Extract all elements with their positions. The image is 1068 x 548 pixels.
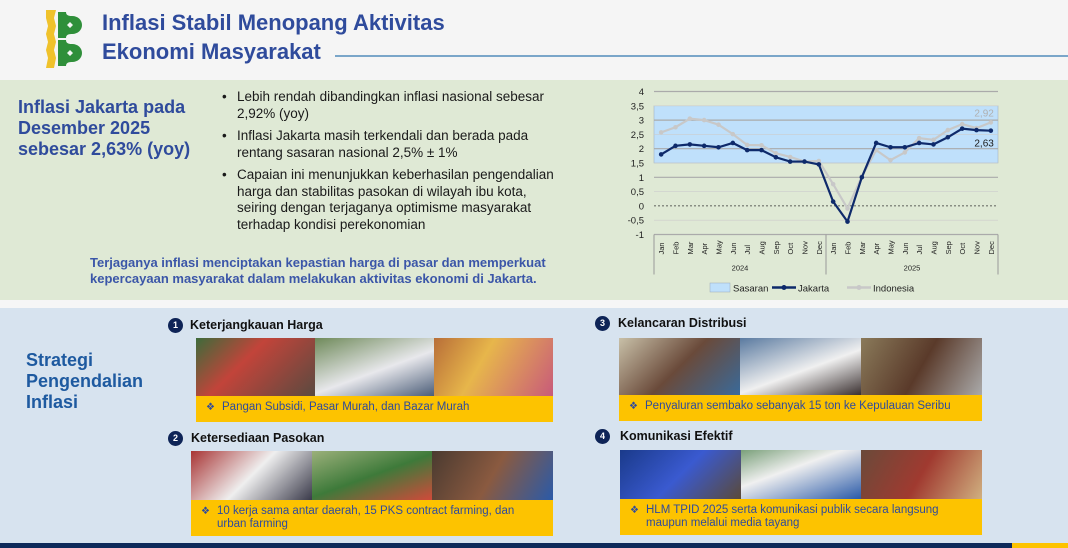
diamond-bullet-icon: ❖ <box>630 505 639 516</box>
title-line-2: Ekonomi Masyarakat <box>102 39 321 64</box>
year-label: 2025 <box>903 263 921 273</box>
x-tick-label: Oct <box>786 242 796 255</box>
x-tick-label: Apr <box>700 242 710 255</box>
y-tick-label: 4 <box>638 87 644 98</box>
data-point-indonesia <box>946 128 951 133</box>
data-point-indonesia <box>788 155 793 160</box>
data-point-indonesia <box>745 143 750 148</box>
x-tick-label: Jan <box>829 242 839 255</box>
data-point-jakarta <box>817 162 822 167</box>
data-point-indonesia <box>903 150 908 155</box>
bullet-item: • Inflasi Jakarta masih terkendali dan berada pada rentang sasaran nasional 2,5% ± 1% <box>222 128 562 161</box>
x-tick-label: May <box>886 240 896 255</box>
x-tick-label: Nov <box>800 241 810 255</box>
data-point-jakarta <box>960 126 965 131</box>
x-tick-label: Apr <box>872 242 882 255</box>
summary-bullets <box>222 89 562 239</box>
photo <box>432 451 553 500</box>
caption-text: Pangan Subsidi, Pasar Murah, dan Bazar Murah <box>222 401 470 413</box>
data-point-jakarta <box>673 144 678 149</box>
data-point-jakarta <box>917 141 922 146</box>
diamond-bullet-icon: ❖ <box>206 402 215 413</box>
data-point-indonesia <box>731 132 736 137</box>
step-number: 2 <box>168 431 183 446</box>
data-point-jakarta <box>845 219 850 224</box>
photo <box>740 338 861 395</box>
x-tick-label: Jun <box>728 242 738 255</box>
data-point-jakarta <box>831 199 836 204</box>
photo <box>861 450 982 499</box>
y-tick-label: 0 <box>638 201 644 213</box>
data-point-indonesia <box>960 122 965 127</box>
x-tick-label: Mar <box>857 241 867 255</box>
x-tick-label: Oct <box>958 242 968 255</box>
legend-swatch-sasaran <box>710 283 730 292</box>
y-tick-label: 3 <box>638 115 644 127</box>
legend-label: Sasaran <box>733 283 769 295</box>
photo-strip <box>619 338 982 395</box>
data-point-jakarta <box>688 142 693 147</box>
strategy-title <box>26 350 156 413</box>
y-tick-label: -0,5 <box>627 215 644 227</box>
y-tick-label: 2 <box>638 144 644 156</box>
data-point-indonesia <box>759 143 764 148</box>
x-tick-label: Feb <box>843 241 853 255</box>
data-point-indonesia <box>888 158 893 163</box>
x-tick-label: Sep <box>771 241 781 255</box>
caption-box <box>191 500 553 536</box>
strategy-item-title: Kelancaran Distribusi <box>618 316 747 330</box>
y-tick-label: -1 <box>635 230 644 241</box>
annotation-indonesia: 2,92 <box>974 108 994 120</box>
y-tick-label: 1 <box>638 172 644 184</box>
photo-strip <box>191 451 553 500</box>
x-tick-label: Mar <box>685 241 695 255</box>
data-point-jakarta <box>759 148 764 153</box>
x-tick-label: Jun <box>900 242 910 255</box>
caption-box <box>196 396 553 422</box>
bullet-item: • Lebih rendah dibandingkan inflasi nasional sebesar 2,92% (yoy) <box>222 89 562 122</box>
photo <box>861 338 982 395</box>
caption-text: 10 kerja sama antar daerah, 15 PKS contract farming, dan urban farming <box>217 505 515 530</box>
photo <box>312 451 433 500</box>
page-title <box>102 8 445 66</box>
data-point-jakarta <box>903 145 908 150</box>
data-point-jakarta <box>888 145 893 150</box>
data-point-jakarta <box>931 142 936 147</box>
data-point-jakarta <box>989 128 994 133</box>
y-tick-label: 0,5 <box>630 187 644 199</box>
data-point-indonesia <box>931 138 936 143</box>
x-tick-label: Sep <box>943 241 953 255</box>
caption-text: HLM TPID 2025 serta komunikasi publik secara langsung maupun melalui media tayang <box>646 504 939 529</box>
inflation-chart <box>600 86 1068 300</box>
inflation-headline: Inflasi Jakarta pada Desember 2025 sebesar 2,63% (yoy) <box>18 97 191 159</box>
x-tick-label: May <box>714 240 724 255</box>
x-tick-label: Jul <box>743 244 753 255</box>
x-tick-label: Aug <box>929 241 939 255</box>
data-point-jakarta <box>788 159 793 164</box>
x-tick-label: Jul <box>915 244 925 255</box>
data-point-jakarta <box>874 141 879 146</box>
year-label: 2024 <box>731 263 749 273</box>
data-point-indonesia <box>688 116 693 121</box>
data-point-indonesia <box>659 130 664 135</box>
title-divider <box>335 55 1068 57</box>
data-point-indonesia <box>917 136 922 141</box>
y-tick-label: 3,5 <box>630 101 644 113</box>
data-point-jakarta <box>659 152 664 157</box>
legend-label: Indonesia <box>873 283 915 295</box>
data-point-jakarta <box>974 128 979 133</box>
jakarta-logo <box>44 10 84 68</box>
photo <box>434 338 553 396</box>
y-tick-label: 2,5 <box>630 129 644 141</box>
strategy-item-title: Komunikasi Efektif <box>620 429 733 443</box>
data-point-indonesia <box>716 122 721 127</box>
diamond-bullet-icon: ❖ <box>629 401 638 412</box>
caption-text: Penyaluran sembako sebanyak 15 ton ke Kepulauan Seribu <box>645 400 951 412</box>
step-number: 1 <box>168 318 183 333</box>
footer-accent <box>1012 543 1068 548</box>
annotation-jakarta: 2,63 <box>974 138 994 150</box>
photo <box>315 338 434 396</box>
data-point-indonesia <box>845 206 850 211</box>
legend-label: Jakarta <box>798 283 830 295</box>
data-point-jakarta <box>716 145 721 150</box>
legend-marker <box>857 285 862 290</box>
data-point-indonesia <box>989 120 994 125</box>
strategy-title-text: Strategi Pengendalian Inflasi <box>26 350 144 412</box>
data-point-indonesia <box>831 182 836 187</box>
strategy-item-title: Keterjangkauan Harga <box>190 318 323 332</box>
step-number: 4 <box>595 429 610 444</box>
data-point-jakarta <box>774 155 779 160</box>
conclusion-text: Terjaganya inflasi menciptakan kepastian harga di pasar dan memperkuat kepercayaan masyarakat dalam melakukan aktivitas ekonomi di Jakarta. <box>90 255 546 286</box>
strategy-item-title: Ketersediaan Pasokan <box>191 431 325 445</box>
y-tick-label: 1,5 <box>630 158 644 170</box>
caption-box <box>620 499 982 535</box>
caption-box <box>619 395 982 421</box>
x-tick-label: Aug <box>757 241 767 255</box>
data-point-indonesia <box>774 151 779 156</box>
x-tick-label: Dec <box>986 241 996 255</box>
data-point-jakarta <box>731 141 736 146</box>
x-tick-label: Feb <box>671 241 681 255</box>
bullet-item: • Capaian ini menunjukkan keberhasilan pengendalian harga dan stabilitas pasokan di wilayah ibu kota, seiring dengan terjaganya optimisme masyarakat terhadap kondisi perekonomian <box>222 167 562 233</box>
photo <box>619 338 740 395</box>
x-tick-label: Jan <box>657 242 667 255</box>
footer-bar <box>0 543 1068 548</box>
photo <box>196 338 315 396</box>
photo-strip <box>196 338 553 396</box>
data-point-jakarta <box>745 148 750 153</box>
photo-strip <box>620 450 982 499</box>
diamond-bullet-icon: ❖ <box>201 506 210 517</box>
data-point-jakarta <box>702 144 707 149</box>
photo <box>620 450 741 499</box>
data-point-jakarta <box>946 135 951 140</box>
photo <box>191 451 312 500</box>
data-point-jakarta <box>802 159 807 164</box>
data-point-jakarta <box>860 175 865 180</box>
step-number: 3 <box>595 316 610 331</box>
x-tick-label: Dec <box>814 241 824 255</box>
data-point-indonesia <box>673 125 678 130</box>
title-line-1: Inflasi Stabil Menopang Aktivitas <box>102 10 445 35</box>
photo <box>741 450 862 499</box>
x-tick-label: Nov <box>972 241 982 255</box>
legend-marker <box>782 285 787 290</box>
data-point-indonesia <box>702 118 707 123</box>
